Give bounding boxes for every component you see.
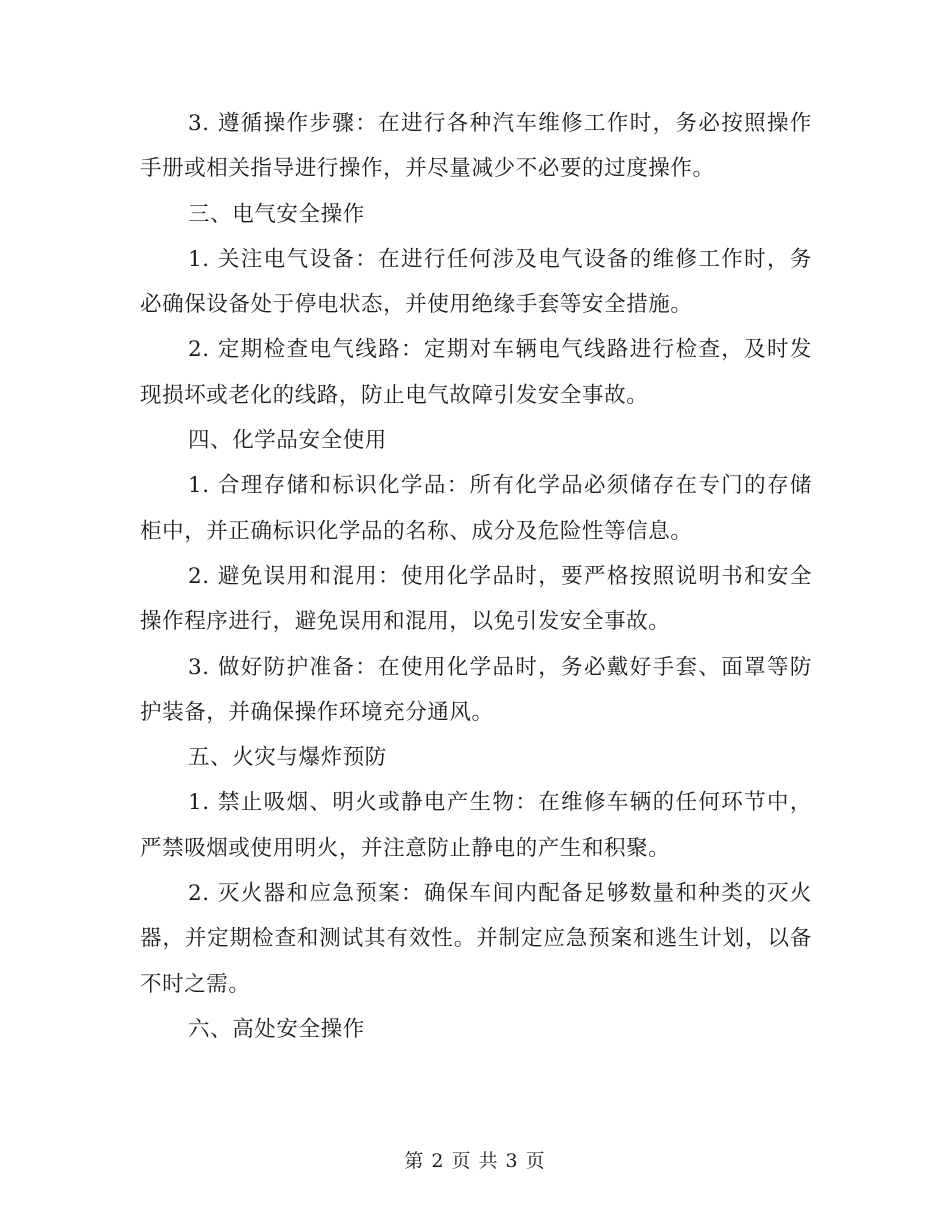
section-heading: 五、火灾与爆炸预防 xyxy=(188,745,387,771)
paragraph: 1. 关注电气设备：在进行任何涉及电气设备的维修工作时，务必确保设备处于停电状态，并使用绝缘手套等安全措施。 xyxy=(140,246,812,318)
section-heading: 四、化学品安全使用 xyxy=(188,428,387,454)
document-body xyxy=(140,101,812,1052)
section-heading: 三、电气安全操作 xyxy=(188,201,365,227)
paragraph: 2. 定期检查电气线路：定期对车辆电气线路进行检查，及时发现损坏或老化的线路，防止电气故障引发安全事故。 xyxy=(140,337,812,408)
paragraph: 1. 合理存储和标识化学品：所有化学品必须储存在专门的存储柜中，并正确标识化学品的名称、成分及危险性等信息。 xyxy=(140,473,812,544)
paragraph: 2. 避免误用和混用：使用化学品时，要严格按照说明书和安全操作程序进行，避免误用和混用，以免引发安全事故。 xyxy=(140,563,812,635)
page-number-footer: 第 2 页 共 3 页 xyxy=(404,1150,546,1172)
section-heading: 六、高处安全操作 xyxy=(188,1016,365,1042)
paragraph: 3. 遵循操作步骤：在进行各种汽车维修工作时，务必按照操作手册或相关指导进行操作，并尽量减少不必要的过度操作。 xyxy=(140,111,812,182)
paragraph: 2. 灭火器和应急预案：确保车间内配备足够数量和种类的灭火器，并定期检查和测试其有效性。并制定应急预案和逃生计划，以备不时之需。 xyxy=(140,881,812,997)
paragraph: 3. 做好防护准备：在使用化学品时，务必戴好手套、面罩等防护装备，并确保操作环境充分通风。 xyxy=(140,654,812,725)
paragraph: 1. 禁止吸烟、明火或静电产生物：在维修车辆的任何环节中，严禁吸烟或使用明火，并注意防止静电的产生和积聚。 xyxy=(140,790,812,861)
